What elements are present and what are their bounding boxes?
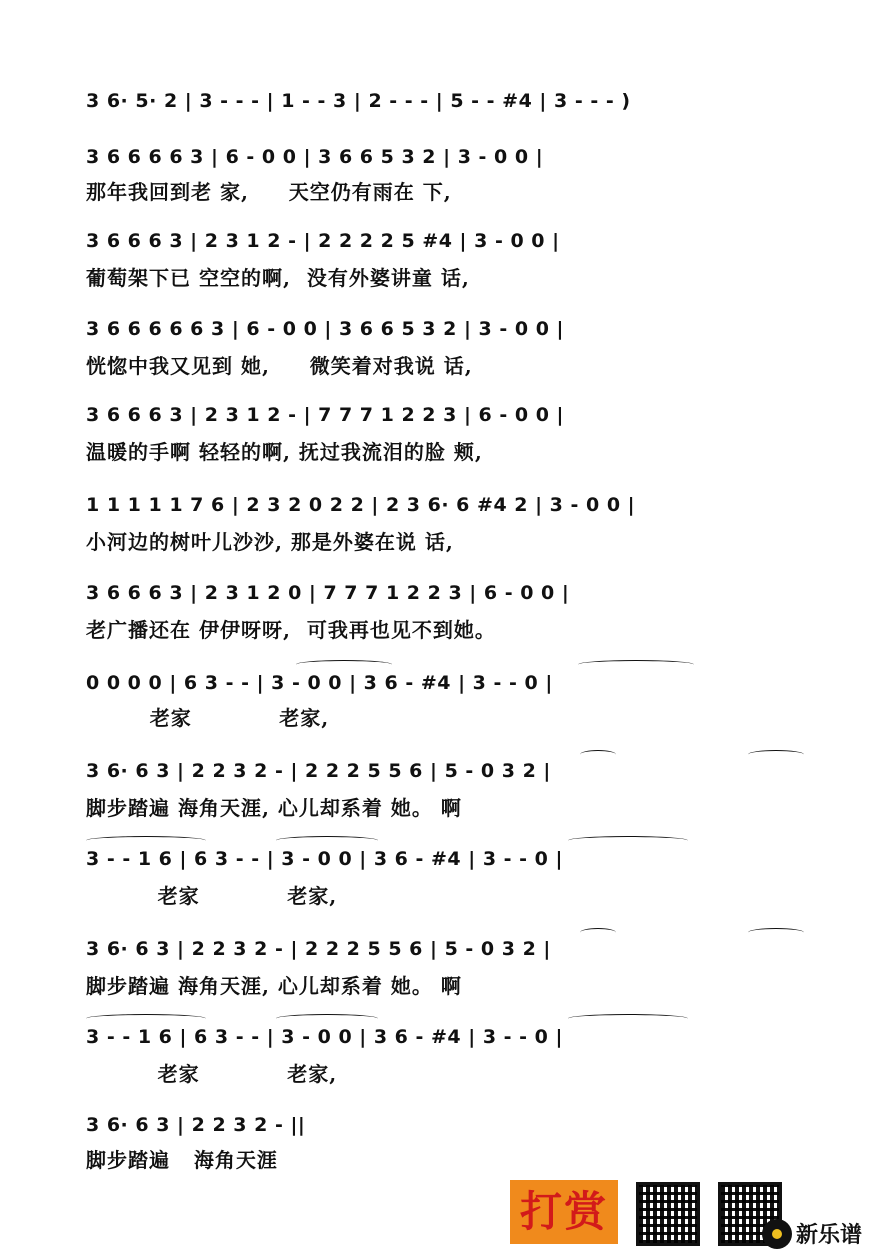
lyric-line-3: 葡萄架下已 空空的啊, 没有外婆讲童 话, <box>86 266 470 290</box>
tie-mark <box>86 836 206 845</box>
tie-mark <box>276 836 378 845</box>
score-line-1: 3 6· 5· 2 | 3 - - - | 1 - - 3 | 2 - - - | 5 - - #4 | 3 - - - ) <box>86 90 631 112</box>
score-line-8: 0 0 0 0 | 6 3 - - | 3 - 0 0 | 3 6 - #4 | 3 - - 0 | <box>86 672 553 694</box>
score-line-13: 3 6· 6 3 | 2 2 3 2 - || <box>86 1114 306 1136</box>
lyric-line-10: 老家 老家, <box>86 884 338 908</box>
score-line-3: 3 6 6 6 3 | 2 3 1 2 - | 2 2 2 2 5 #4 | 3 - 0 0 | <box>86 230 560 252</box>
tie-mark <box>578 660 694 669</box>
lyric-line-12: 老家 老家, <box>86 1062 338 1086</box>
lyric-line-8: 老家 老家, <box>86 706 330 730</box>
lyric-line-4: 恍惚中我又见到 她, 微笑着对我说 话, <box>86 354 473 378</box>
lyric-line-6: 小河边的树叶儿沙沙, 那是外婆在说 话, <box>86 530 454 554</box>
score-line-11: 3 6· 6 3 | 2 2 3 2 - | 2 2 2 5 5 6 | 5 - 0 3 2 | <box>86 938 551 960</box>
tie-mark <box>748 750 804 759</box>
tie-mark <box>568 836 688 845</box>
tie-mark <box>86 1014 206 1023</box>
tie-mark <box>580 928 616 937</box>
score-line-6: 1 1 1 1 1 7 6 | 2 3 2 0 2 2 | 2 3 6· 6 #4 2 | 3 - 0 0 | <box>86 494 636 516</box>
tie-mark <box>580 750 616 759</box>
tie-mark <box>296 660 392 669</box>
record-icon <box>762 1219 792 1249</box>
lyric-line-9: 脚步踏遍 海角天涯, 心儿却系着 她。 啊 <box>86 796 462 820</box>
lyric-line-13: 脚步踏遍 海角天涯 <box>86 1148 278 1172</box>
qr-code-icon <box>636 1182 700 1246</box>
tie-mark <box>748 928 804 937</box>
lyric-line-11: 脚步踏遍 海角天涯, 心儿却系着 她。 啊 <box>86 974 462 998</box>
tie-mark <box>568 1014 688 1023</box>
score-line-5: 3 6 6 6 3 | 2 3 1 2 - | 7 7 7 1 2 2 3 | 6 - 0 0 | <box>86 404 564 426</box>
score-line-4: 3 6 6 6 6 6 3 | 6 - 0 0 | 3 6 6 5 3 2 | 3 - 0 0 | <box>86 318 564 340</box>
score-line-2: 3 6 6 6 6 3 | 6 - 0 0 | 3 6 6 5 3 2 | 3 - 0 0 | <box>86 146 544 168</box>
lyric-line-5: 温暖的手啊 轻轻的啊, 抚过我流泪的脸 颊, <box>86 440 483 464</box>
brand-name: 新乐谱 <box>796 1223 863 1248</box>
tie-mark <box>276 1014 378 1023</box>
score-line-12: 3 - - 1 6 | 6 3 - - | 3 - 0 0 | 3 6 - #4 | 3 - - 0 | <box>86 1026 563 1048</box>
score-line-9: 3 6· 6 3 | 2 2 3 2 - | 2 2 2 5 5 6 | 5 - 0 3 2 | <box>86 760 551 782</box>
lyric-line-7: 老广播还在 伊伊呀呀, 可我再也见不到她。 <box>86 618 496 642</box>
lyric-line-2: 那年我回到老 家, 天空仍有雨在 下, <box>86 180 452 204</box>
tip-button[interactable]: 打赏 <box>510 1180 618 1244</box>
score-line-10: 3 - - 1 6 | 6 3 - - | 3 - 0 0 | 3 6 - #4 | 3 - - 0 | <box>86 848 563 870</box>
score-line-7: 3 6 6 6 3 | 2 3 1 2 0 | 7 7 7 1 2 2 3 | 6 - 0 0 | <box>86 582 570 604</box>
brand-logo <box>762 1218 862 1249</box>
